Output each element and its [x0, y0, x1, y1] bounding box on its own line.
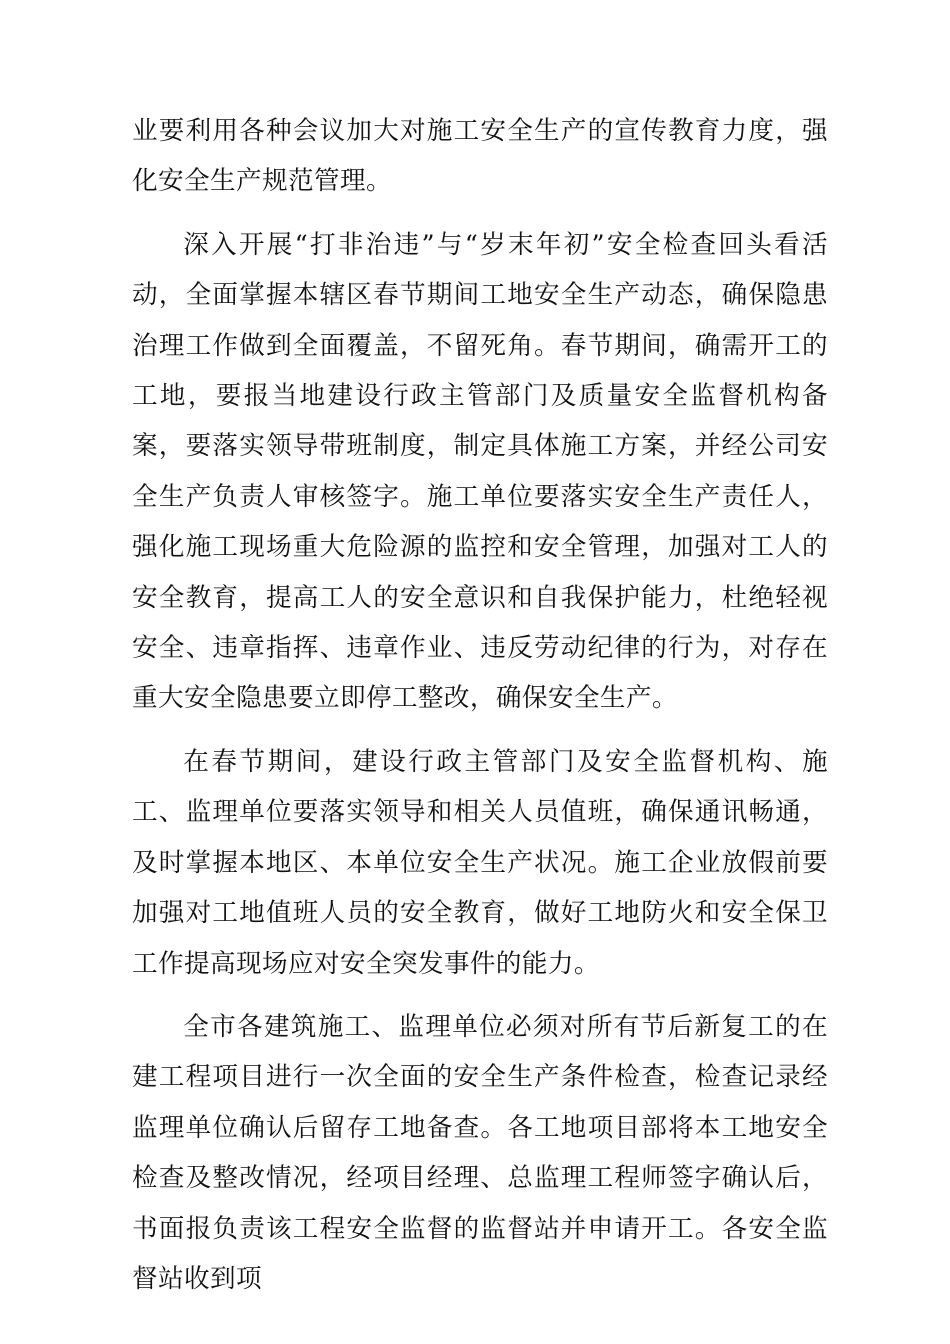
paragraph-3: 在春节期间，建设行政主管部门及安全监督机构、施工、监理单位要落实领导和相关人员值班，确保通讯畅通，及时掌握本地区、本单位安全生产状况。施工企业放假前要加强对工地值班人员的安全教育，做好工地防火和安全保卫工作提高现场应对安全突发事件的能力。	[132, 746, 828, 979]
paragraph-1: 业要利用各种会议加大对施工安全生产的宣传教育力度，强化安全生产规范管理。	[132, 116, 828, 197]
document-body	[132, 106, 828, 1317]
paragraph-4: 全市各建筑施工、监理单位必须对所有节后新复工的在建工程项目进行一次全面的安全生产条件检查，检查记录经监理单位确认后留存工地备查。各工地项目部将本工地安全检查及整改情况，经项目经理、总监理工程师签字确认后，书面报负责该工程安全监督的监督站并申请开工。各安全监督站收到项	[132, 1011, 828, 1294]
paragraph-2: 深入开展“打非治违”与“岁末年初”安全检查回头看活动，全面掌握本辖区春节期间工地安全生产动态，确保隐患治理工作做到全面覆盖，不留死角。春节期间，确需开工的工地，要报当地建设行政主管部门及质量安全监督机构备案，要落实领导带班制度，制定具体施工方案，并经公司安全生产负责人审核签字。施工单位要落实安全生产责任人，强化施工现场重大危险源的监控和安全管理，加强对工人的安全教育，提高工人的安全意识和自我保护能力，杜绝轻视安全、违章指挥、违章作业、违反劳动纪律的行为，对存在重大安全隐患要立即停工整改，确保安全生产。	[132, 229, 828, 714]
